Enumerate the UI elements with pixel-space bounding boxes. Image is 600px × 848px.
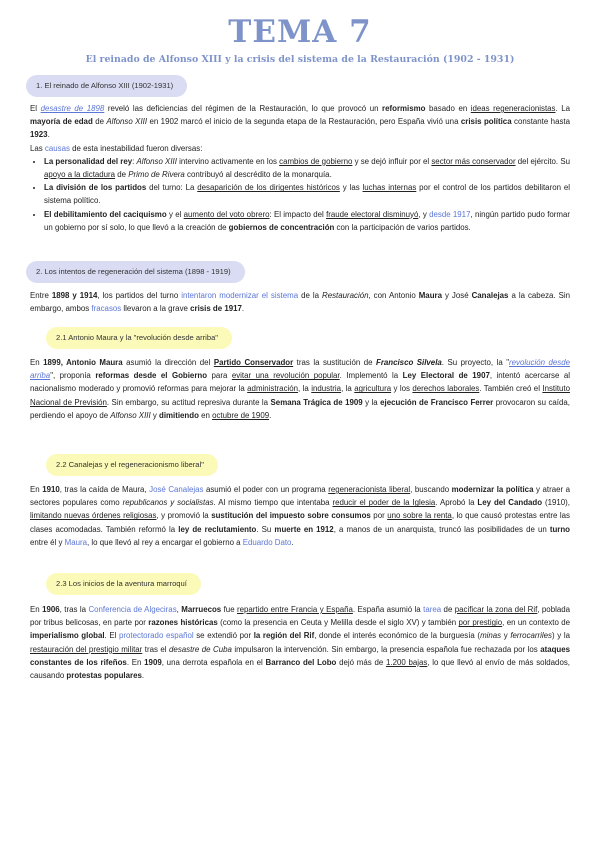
paragraph-marruecos: En 1906, tras la Conferencia de Algeciras, Marruecos fue repartido entre Francia y España. España asumió la tarea de pacificar la zona del Rif, poblada por tribus belicosas, en parte por razones históricas (como la presencia en Ceuta y Melilla desde el siglo XV) y también por prestigio, en un contexto de imperialismo global. El protectorado español se extendió por la región del Rif, donde el interés económico de la burguesía (minas y ferrocarriles) y la restauración del prestigio militar tras el desastre de Cuba impulsaron la intervención. Sin embargo, la presencia española fue rechazada por los ataques constantes de los rifeños. En 1909, una derrota española en el Barranco del Lobo dejó más de 1.200 bajas, lo que llevó al envío de más soldados, causando protestas populares.: [30, 605, 571, 681]
page-title: TEMA 7: [228, 14, 372, 50]
section-heading-2-2: 2.2 Canalejas y el regeneracionismo liberal": [46, 454, 218, 476]
paragraph-canalejas: En 1910, tras la caída de Maura, José Canalejas asumió el poder con un programa regeneracionista liberal, buscando modernizar la política y atraer a sectores populares como republicanos y socialistas. Al mismo tiempo que intentaba reducir el poder de la Iglesia. Aprobó la Ley del Candado (1910), limitando nuevas órdenes religiosas, y promovió la sustitución del impuesto sobre consumos por uno sobre la renta, lo que causó protestas entre las clases acomodadas. También reformó la ley de reclutamiento. Su muerte en 1912, a manos de un anarquista, truncó las posibilidades de un turno entre él y Maura, lo que llevó al rey a encargar el gobierno a Eduardo Dato.: [30, 485, 571, 547]
causes-list: [30, 155, 570, 234]
section-heading-2-1: 2.1 Antonio Maura y la "revolución desde arriba": [46, 327, 232, 349]
paragraph-regeneration: Entre 1898 y 1914, los partidos del turno intentaron modernizar el sistema de la Restauración, con Antonio Maura y José Canalejas a la cabeza. Sin embargo, ambos fracasos llevaron a la grave crisis de 1917.: [30, 291, 571, 314]
section-heading-2-3: 2.3 Los inicios de la aventura marroquí: [46, 573, 201, 595]
section-heading-1: 1. El reinado de Alfonso XIII (1902-1931): [26, 75, 187, 97]
paragraph-maura: En 1899, Antonio Maura asumió la dirección del Partido Conservador tras la sustitución de Francisco Silvela. Su proyecto, la "revolución desde arriba", proponía reformas desde el Gobierno para evitar una revolución popular. Implementó la Ley Electoral de 1907, intentó acercarse al nacionalismo moderado y promovió reformas para mejorar la administración, la industria, la agricultura y los derechos laborales. También creó el Instituto Nacional de Previsión. Sin embargo, su actitud represiva durante la Semana Trágica de 1909 y la ejecución de Francisco Ferrer provocaron su caída, perdiendo el apoyo de Alfonso XIII y dimitiendo en octubre de 1909.: [30, 358, 571, 420]
list-item: • La división de los partidos del turno: La desaparición de los dirigentes históricos y las luchas internas por el control de los partidos debilitaron el sistema político.: [44, 181, 570, 207]
list-item: • El debilitamiento del caciquismo y el aumento del voto obrero: El impacto del fraude electoral disminuyó, y desde 1917, ningún partido pudo formar un gobierno por sí solo, lo que llevó a la creación de gobiernos de concentración con la participación de varios partidos.: [44, 208, 570, 234]
list-item: • La personalidad del rey: Alfonso XIII intervino activamente en los cambios de gobierno y se dejó influir por el sector más conservador del ejército. Su apoyo a la dictadura de Primo de Rivera contribuyó al descrédito de la monarquía.: [44, 155, 570, 181]
section-heading-2: 2. Los intentos de regeneración del sistema (1898 - 1919): [26, 261, 245, 283]
paragraph-intro: El desastre de 1898 reveló las deficiencias del régimen de la Restauración, lo que provocó un reformismo basado en ideas regeneracionistas. La mayoría de edad de Alfonso XIII en 1902 marcó el inicio de la segunda etapa de la Restauración, pero España vivió una crisis política constante hasta 1923. Las causas de esta inestabilidad fueron diversas: • La personalidad del rey: Alfonso XIII intervino activamente en los cambios de gobierno y se dejó influir por el sector más conservador del ejército. Su apoyo a la dictadura de Primo de Rivera contribuyó al descrédito de la monarquía. • La división de los partidos del turno: La desaparición de los dirigentes históricos y las luchas internas por el control de los partidos debilitaron el sistema político. • El debilitamiento del caciquismo y el aumento del voto obrero: El impacto del fraude electoral disminuyó, y desde 1917, ningún partido pudo formar un gobierno por sí solo, lo que llevó a la creación de gobiernos de concentración con la participación de varios partidos.: [30, 102, 570, 234]
page-subtitle: El reinado de Alfonso XIII y la crisis del sistema de la Restauración (1902 - 1931): [85, 54, 515, 65]
